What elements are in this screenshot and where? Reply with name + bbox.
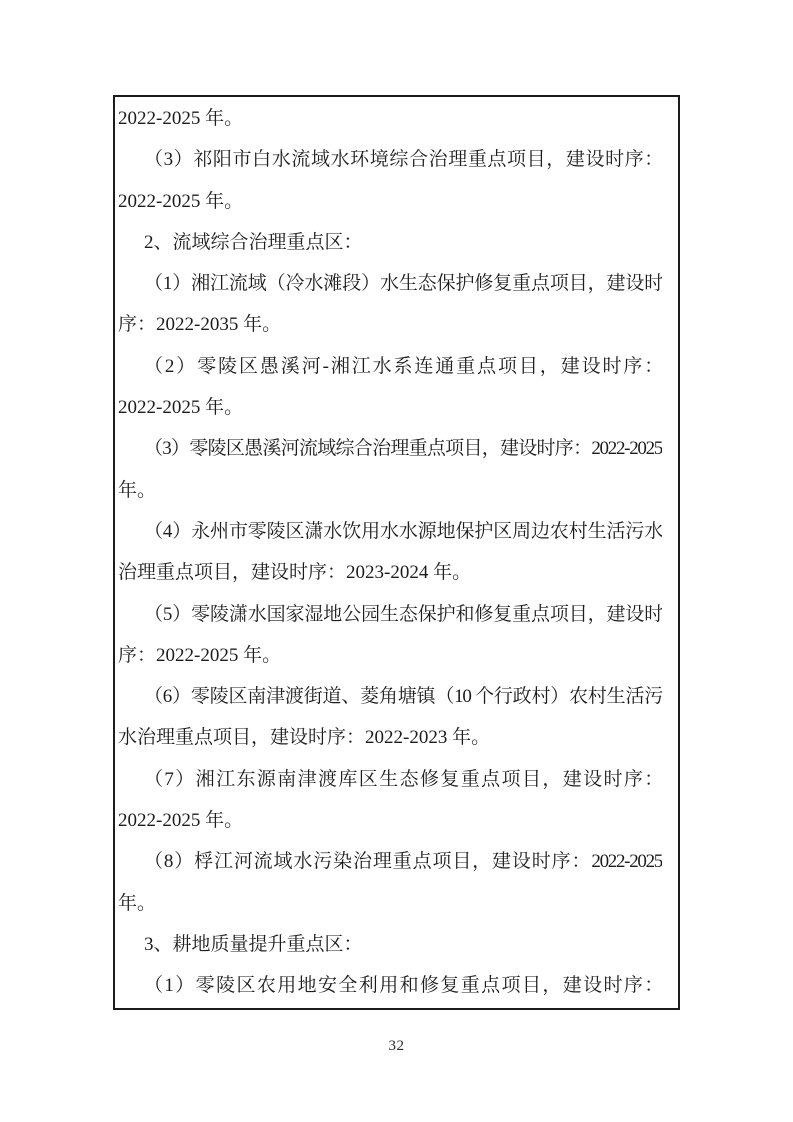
doc-line: （7）湘江东源南津渡库区生态修复重点项目，建设时序： (144, 768, 662, 790)
doc-line: （3）祁阳市白水流域水环境综合治理重点项目，建设时序： (144, 149, 662, 171)
doc-line: 序：2022-2035 年。 (118, 314, 282, 336)
doc-line: 2022-2025 年。 (118, 397, 244, 419)
doc-line: 2022-2025 年。 (118, 108, 244, 129)
doc-line: （2）零陵区愚溪河-湘江水系连通重点项目，建设时序： (144, 355, 662, 377)
doc-line: （4）永州市零陵区潇水饮用水水源地保护区周边农村生活污水 (144, 520, 662, 542)
doc-line: 2022-2025 年。 (118, 810, 244, 832)
doc-line: 3、耕地质量提升重点区： (144, 933, 363, 955)
doc-line: 2022-2025 年。 (118, 190, 244, 212)
doc-line: 年。 (118, 892, 157, 914)
doc-line: （6）零陵区南津渡街道、菱角塘镇（10 个行政村）农村生活污 (144, 686, 662, 708)
doc-line: 2、流域综合治理重点区： (144, 231, 363, 253)
page-number: 32 (388, 1038, 405, 1054)
doc-line: （1）湘江流域（冷水滩段）水生态保护修复重点项目，建设时 (144, 273, 662, 295)
doc-line: 治理重点项目，建设时序：2023-2024 年。 (118, 562, 472, 584)
doc-line: （3）零陵区愚溪河流域综合治理重点项目，建设时序：2022-2025 (144, 438, 662, 460)
doc-line: 序：2022-2025 年。 (118, 644, 282, 666)
doc-line: 年。 (118, 479, 157, 501)
doc-line: （8）桴江河流域水污染治理重点项目，建设时序：2022-2025 (144, 851, 662, 873)
doc-line: （5）零陵潇水国家湿地公园生态保护和修复重点项目，建设时 (144, 603, 662, 625)
bordered-text-frame (113, 95, 680, 1010)
doc-line: 水治理重点项目，建设时序：2022-2023 年。 (118, 727, 491, 749)
doc-line: （1）零陵区农用地安全利用和修复重点项目，建设时序： (144, 975, 662, 997)
